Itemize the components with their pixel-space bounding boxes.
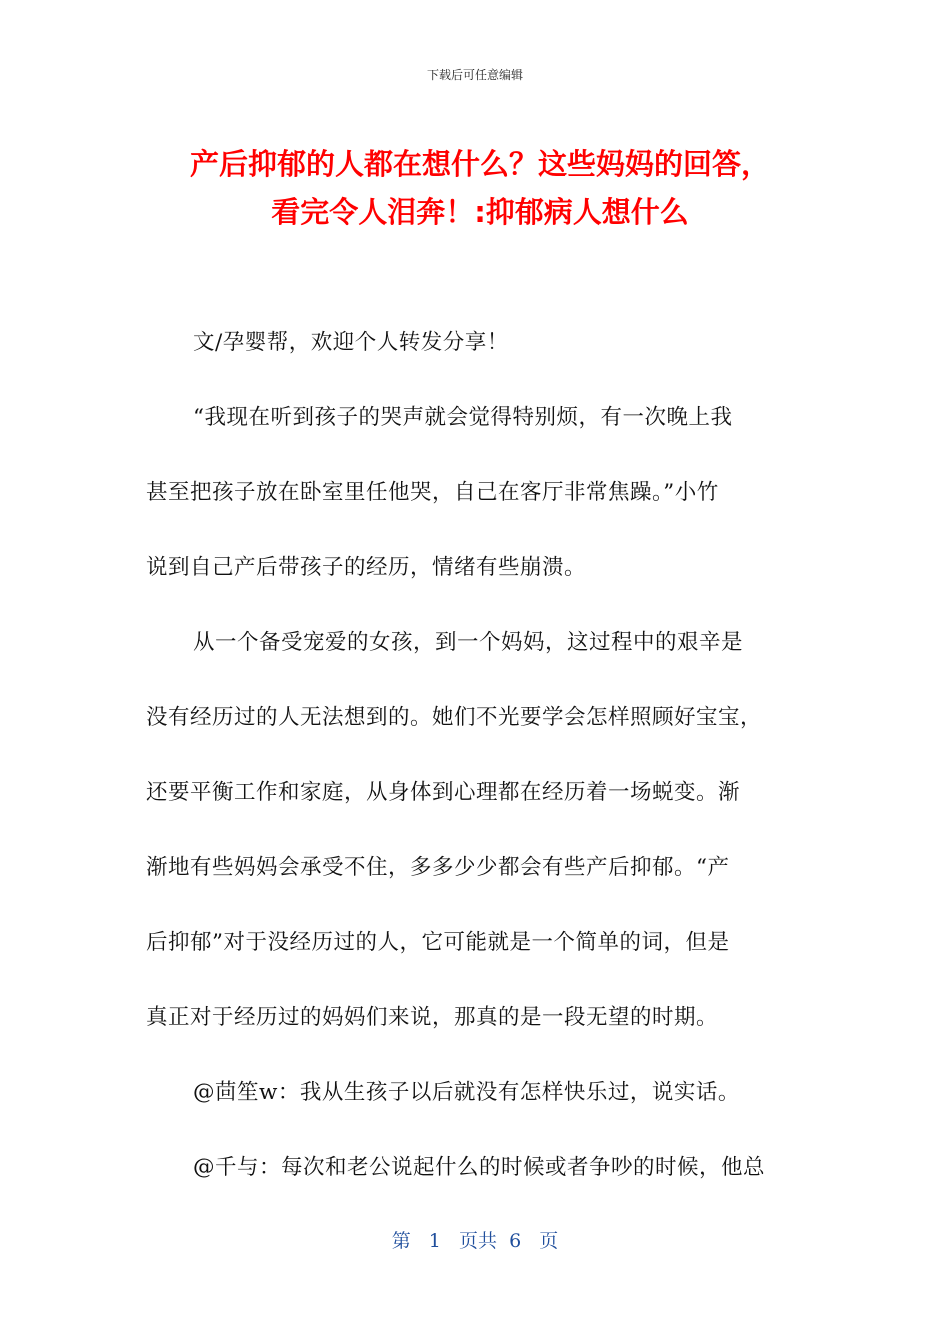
body-line: 说到自己产后带孩子的经历，情绪有些崩溃。 — [146, 555, 587, 580]
body-line: 还要平衡工作和家庭，从身体到心理都在经历着一场蜕变。渐 — [146, 780, 741, 805]
title-line-2: 看完令人泪奔！:抑郁病人想什么 — [271, 195, 689, 229]
page-number-footer: 第 1 页共 6 页 — [391, 1230, 559, 1252]
article-title — [120, 140, 840, 236]
header-note: 下载后可任意编辑 — [426, 68, 523, 82]
article-body — [146, 305, 806, 1205]
body-line: 没有经历过的人无法想到的。她们不光要学会怎样照顾好宝宝， — [146, 705, 763, 730]
body-line: 渐地有些妈妈会承受不住，多多少少都会有些产后抑郁。“产 — [146, 855, 730, 880]
body-line: 甚至把孩子放在卧室里任他哭，自己在客厅非常焦躁。”小竹 — [146, 480, 719, 505]
body-line: 真正对于经历过的妈妈们来说，那真的是一段无望的时期。 — [146, 1005, 719, 1030]
body-line: 后抑郁”对于没经历过的人，它可能就是一个简单的词，但是 — [146, 930, 730, 955]
body-line: 从一个备受宠爱的女孩，到一个妈妈，这过程中的艰辛是 — [193, 630, 744, 655]
body-line: @茴笙w：我从生孩子以后就没有怎样快乐过，说实话。 — [193, 1080, 740, 1105]
body-line: @千与：每次和老公说起什么的时候或者争吵的时候，他总 — [193, 1155, 766, 1180]
body-line: “我现在听到孩子的哭声就会觉得特别烦，有一次晚上我 — [193, 405, 733, 430]
body-line: 文/孕婴帮，欢迎个人转发分享！ — [193, 330, 509, 355]
title-line-1: 产后抑郁的人都在想什么？这些妈妈的回答， — [189, 147, 770, 181]
